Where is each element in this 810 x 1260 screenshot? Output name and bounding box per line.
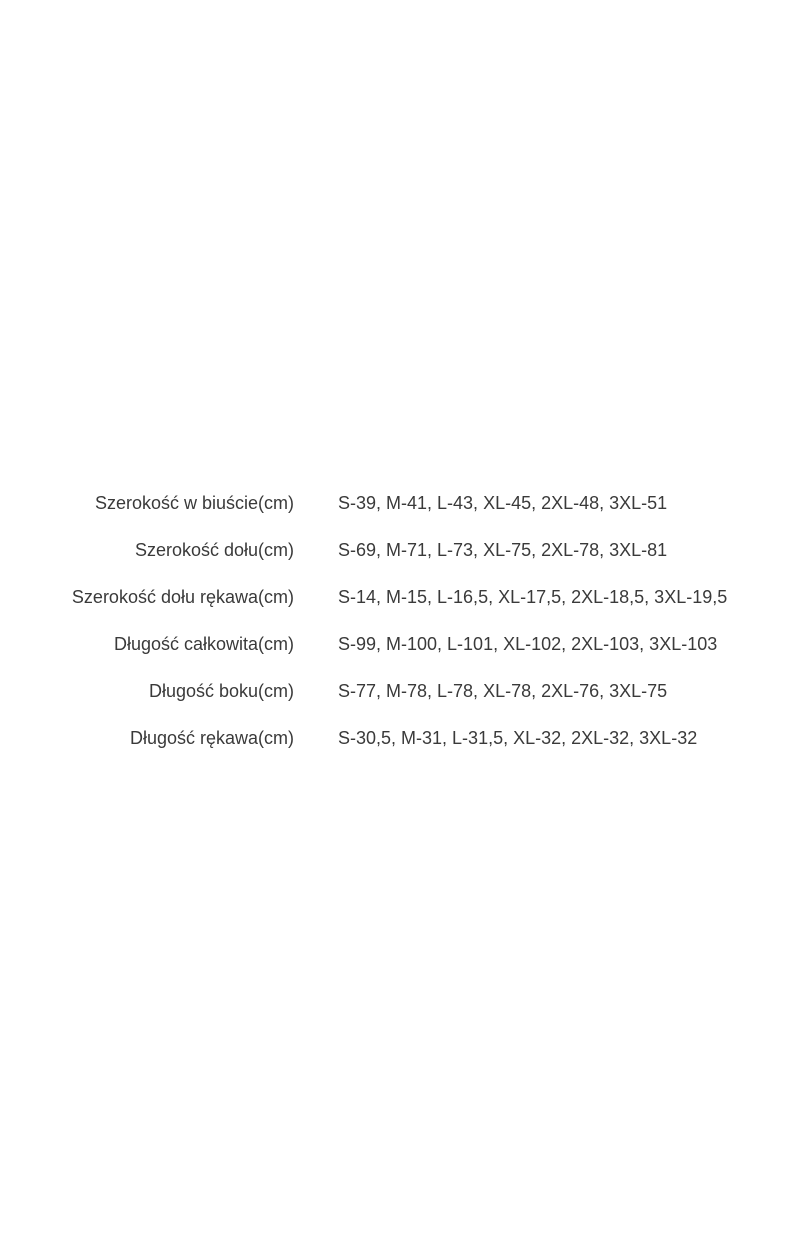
row-values: S-30,5, M-31, L-31,5, XL-32, 2XL-32, 3XL-32 (338, 728, 698, 748)
row-values: S-77, M-78, L-78, XL-78, 2XL-76, 3XL-75 (338, 681, 668, 701)
row-label: Szerokość dołu(cm) (134, 540, 294, 560)
row-values: S-39, M-41, L-43, XL-45, 2XL-48, 3XL-51 (338, 493, 668, 513)
row-values: S-14, M-15, L-16,5, XL-17,5, 2XL-18,5, 3XL-19,5 (338, 587, 728, 607)
row-label: Długość całkowita(cm) (113, 634, 294, 654)
row-label: Długość rękawa(cm) (129, 728, 294, 748)
size-row-sleeve-bottom-width (0, 574, 810, 621)
row-label: Długość boku(cm) (148, 681, 294, 701)
row-values: S-69, M-71, L-73, XL-75, 2XL-78, 3XL-81 (338, 540, 668, 560)
row-label: Szerokość w biuście(cm) (94, 493, 294, 513)
row-values: S-99, M-100, L-101, XL-102, 2XL-103, 3XL-103 (338, 634, 718, 654)
size-chart-table (0, 480, 810, 762)
size-row-side-length (0, 668, 810, 715)
size-row-bottom-width (0, 527, 810, 574)
size-row-sleeve-length (0, 715, 810, 762)
size-row-bust-width (0, 480, 810, 527)
row-label: Szerokość dołu rękawa(cm) (71, 587, 294, 607)
size-row-total-length (0, 621, 810, 668)
